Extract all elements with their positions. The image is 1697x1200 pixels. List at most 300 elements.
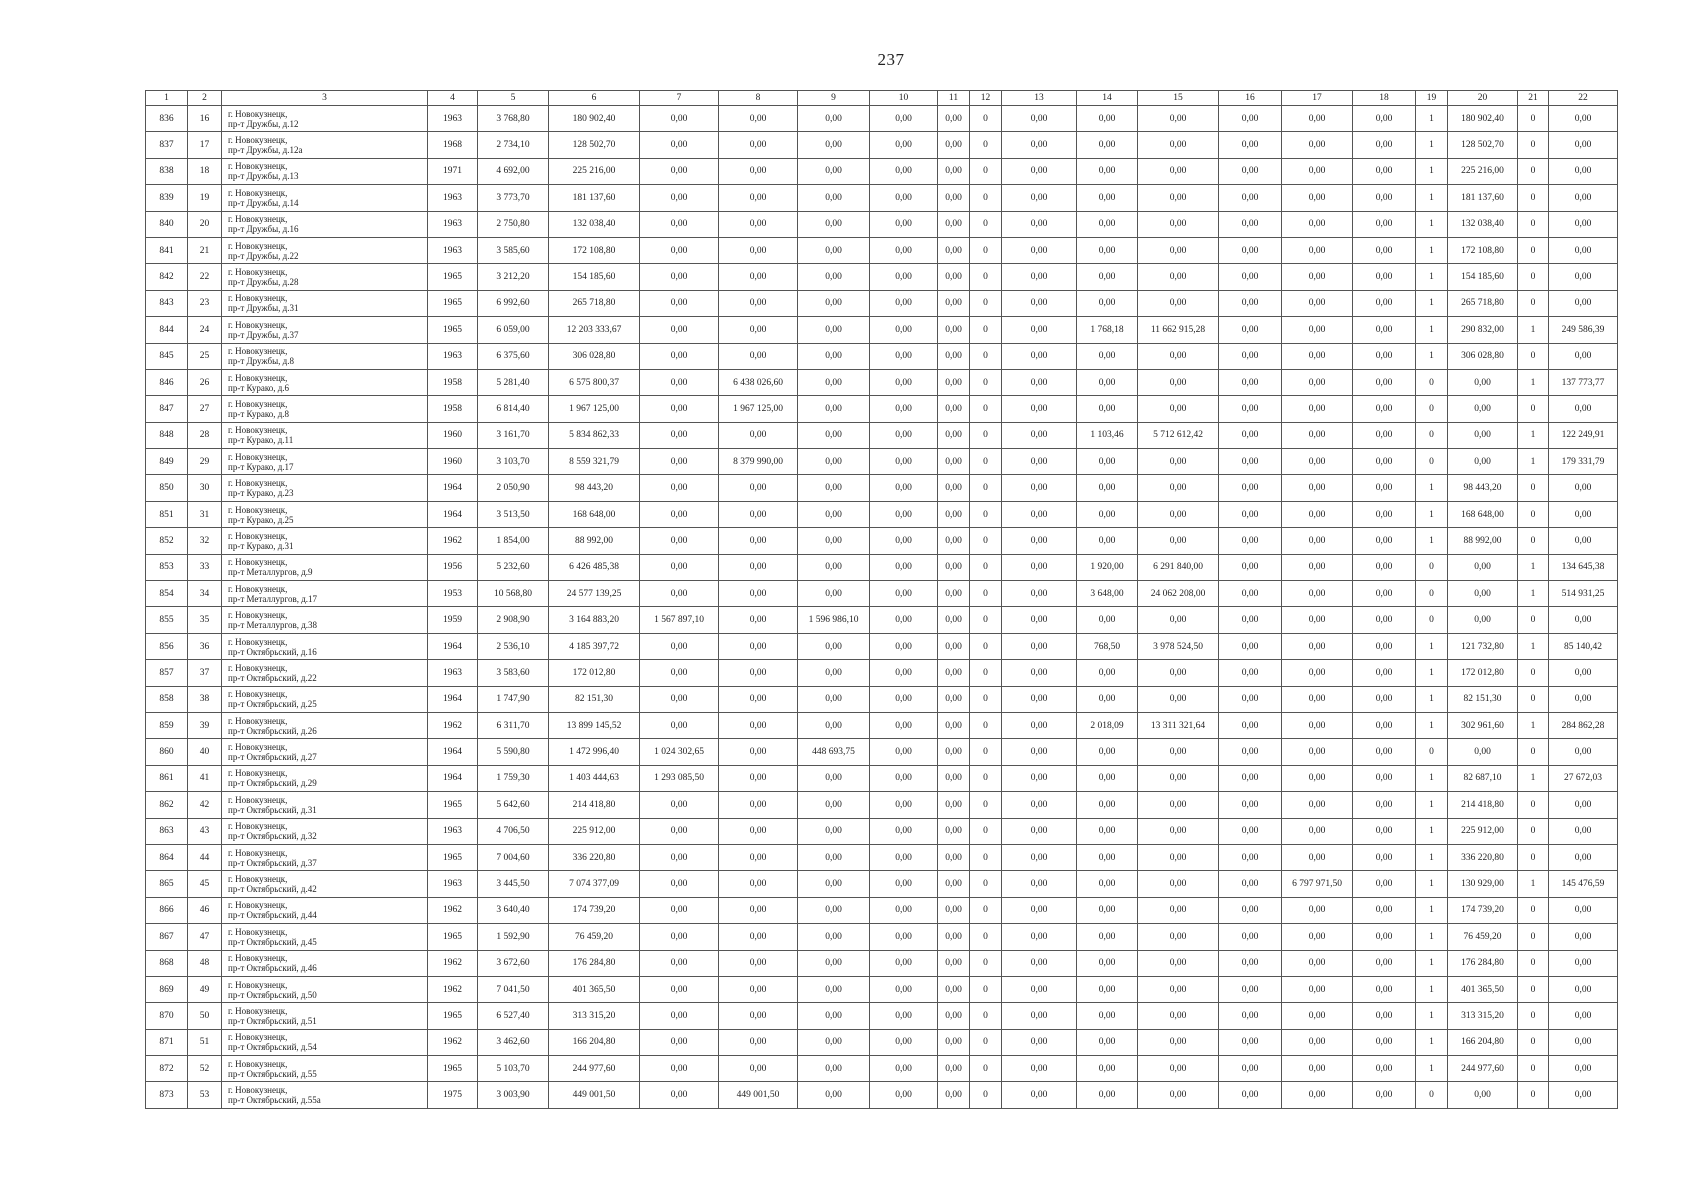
address-line: г. Новокузнецк, <box>228 953 288 964</box>
table-cell: 244 977,60 <box>1448 1056 1518 1082</box>
table-cell: 1 <box>1416 633 1448 659</box>
table-cell: 0,00 <box>719 712 798 738</box>
table-cell: 0,00 <box>870 185 938 211</box>
table-cell: 836 <box>146 106 188 132</box>
table-cell: 0,00 <box>1002 185 1077 211</box>
table-cell: 0,00 <box>870 237 938 263</box>
table-cell: 0,00 <box>1002 475 1077 501</box>
table-cell: 1 <box>1416 185 1448 211</box>
table-cell: 0,00 <box>1138 844 1219 870</box>
table-cell: 0,00 <box>1353 924 1416 950</box>
address-cell <box>222 449 428 475</box>
address-cell <box>222 739 428 765</box>
column-header: 10 <box>870 91 938 106</box>
address-cell <box>222 1003 428 1029</box>
table-cell: 0,00 <box>798 1003 870 1029</box>
table-cell: 0,00 <box>640 528 719 554</box>
table-cell: 0,00 <box>1282 765 1353 791</box>
table-cell: 132 038,40 <box>1448 211 1518 237</box>
table-cell: 0,00 <box>1077 185 1138 211</box>
table-cell: 1963 <box>428 106 478 132</box>
table-cell: 0,00 <box>798 211 870 237</box>
table-cell: 30 <box>188 475 222 501</box>
table-cell: 0,00 <box>870 158 938 184</box>
table-cell: 5 281,40 <box>478 369 549 395</box>
table-cell: 0,00 <box>1282 581 1353 607</box>
table-cell: 0,00 <box>719 132 798 158</box>
table-row <box>146 607 1618 633</box>
table-cell: 37 <box>188 660 222 686</box>
table-cell: 0,00 <box>1002 871 1077 897</box>
address-line: пр-т Металлургов, д.17 <box>228 593 318 604</box>
address-line: пр-т Октябрьский, д.55а <box>228 1095 321 1106</box>
table-cell: 0,00 <box>1077 1082 1138 1108</box>
address-line: г. Новокузнецк, <box>228 847 288 858</box>
table-cell: 0,00 <box>1219 897 1282 923</box>
table-cell: 0,00 <box>1282 1082 1353 1108</box>
table-cell: 0,00 <box>1448 739 1518 765</box>
table-cell: 0,00 <box>1353 422 1416 448</box>
table-cell: 0,00 <box>1219 844 1282 870</box>
table-cell: 5 103,70 <box>478 1056 549 1082</box>
table-cell: 0,00 <box>1138 106 1219 132</box>
table-cell: 0,00 <box>1549 106 1618 132</box>
address-line: г. Новокузнецк, <box>228 240 288 251</box>
table-cell: 0,00 <box>870 211 938 237</box>
table-row <box>146 211 1618 237</box>
table-cell: 0 <box>1518 264 1549 290</box>
table-cell: 0,00 <box>938 818 970 844</box>
table-cell: 0,00 <box>870 660 938 686</box>
table-cell: 166 204,80 <box>549 1029 640 1055</box>
table-cell: 172 108,80 <box>1448 237 1518 263</box>
table-cell: 0,00 <box>1219 396 1282 422</box>
address-line: г. Новокузнецк, <box>228 346 288 357</box>
table-cell: 0,00 <box>938 554 970 580</box>
table-cell: 0,00 <box>719 660 798 686</box>
table-cell: 22 <box>188 264 222 290</box>
table-cell: 0,00 <box>1138 1029 1219 1055</box>
table-cell: 0,00 <box>640 422 719 448</box>
address-line: пр-т Курако, д.11 <box>228 435 294 446</box>
table-cell: 1962 <box>428 950 478 976</box>
table-cell: 0,00 <box>1353 528 1416 554</box>
address-line: г. Новокузнецк, <box>228 689 288 700</box>
table-cell: 853 <box>146 554 188 580</box>
table-cell: 0,00 <box>1282 897 1353 923</box>
table-cell: 0,00 <box>870 607 938 633</box>
address-line: г. Новокузнецк, <box>228 451 288 462</box>
table-cell: 0 <box>970 712 1002 738</box>
table-cell: 1971 <box>428 158 478 184</box>
table-cell: 0,00 <box>1353 211 1416 237</box>
table-cell: 0,00 <box>1138 528 1219 554</box>
table-row <box>146 554 1618 580</box>
table-cell: 0,00 <box>938 528 970 554</box>
table-cell: 0,00 <box>1219 475 1282 501</box>
table-cell: 98 443,20 <box>1448 475 1518 501</box>
table-cell: 0,00 <box>798 528 870 554</box>
table-cell: 0 <box>1416 369 1448 395</box>
table-cell: 1 403 444,63 <box>549 765 640 791</box>
table-cell: 0,00 <box>798 132 870 158</box>
address-line: г. Новокузнецк, <box>228 214 288 225</box>
table-cell: 0 <box>970 976 1002 1002</box>
table-cell: 0,00 <box>938 792 970 818</box>
table-cell: 0,00 <box>870 686 938 712</box>
address-line: г. Новокузнецк, <box>228 610 288 621</box>
table-cell: 1 <box>1416 924 1448 950</box>
table-cell: 0 <box>1518 976 1549 1002</box>
table-cell: 0,00 <box>1549 343 1618 369</box>
table-cell: 0,00 <box>1549 660 1618 686</box>
table-cell: 3 212,20 <box>478 264 549 290</box>
table-cell: 851 <box>146 501 188 527</box>
table-cell: 0,00 <box>798 396 870 422</box>
table-cell: 0,00 <box>1353 897 1416 923</box>
table-cell: 1975 <box>428 1082 478 1108</box>
table-cell: 0,00 <box>719 581 798 607</box>
address-line: г. Новокузнецк, <box>228 979 288 990</box>
table-cell: 868 <box>146 950 188 976</box>
table-cell: 166 204,80 <box>1448 1029 1518 1055</box>
table-body <box>146 106 1618 1109</box>
table-cell: 0,00 <box>938 343 970 369</box>
table-cell: 1 759,30 <box>478 765 549 791</box>
table-cell: 0 <box>1518 924 1549 950</box>
table-cell: 0,00 <box>1138 501 1219 527</box>
address-cell <box>222 422 428 448</box>
table-cell: 854 <box>146 581 188 607</box>
table-cell: 0,00 <box>640 237 719 263</box>
table-cell: 0,00 <box>1077 897 1138 923</box>
table-cell: 168 648,00 <box>1448 501 1518 527</box>
table-cell: 0,00 <box>719 264 798 290</box>
column-header: 16 <box>1219 91 1282 106</box>
table-cell: 0 <box>1518 686 1549 712</box>
table-row <box>146 528 1618 554</box>
table-cell: 1 <box>1518 633 1549 659</box>
table-cell: 45 <box>188 871 222 897</box>
table-cell: 2 750,80 <box>478 211 549 237</box>
table-cell: 0,00 <box>1282 1029 1353 1055</box>
column-header: 5 <box>478 91 549 106</box>
table-cell: 306 028,80 <box>1448 343 1518 369</box>
table-cell: 839 <box>146 185 188 211</box>
address-line: пр-т Дружбы, д.12а <box>228 145 303 156</box>
address-line: пр-т Металлургов, д.9 <box>228 567 313 578</box>
table-cell: 0,00 <box>798 686 870 712</box>
table-cell: 0,00 <box>1077 449 1138 475</box>
address-cell <box>222 792 428 818</box>
table-cell: 0,00 <box>1448 1082 1518 1108</box>
address-line: г. Новокузнецк, <box>228 187 288 198</box>
table-cell: 0,00 <box>1219 871 1282 897</box>
table-cell: 0,00 <box>1282 158 1353 184</box>
table-cell: 0,00 <box>870 369 938 395</box>
table-cell: 7 041,50 <box>478 976 549 1002</box>
table-cell: 0,00 <box>798 1082 870 1108</box>
table-cell: 1963 <box>428 818 478 844</box>
table-cell: 0,00 <box>870 712 938 738</box>
table-cell: 840 <box>146 211 188 237</box>
table-cell: 1964 <box>428 633 478 659</box>
table-row <box>146 290 1618 316</box>
table-cell: 0,00 <box>1448 449 1518 475</box>
table-cell: 871 <box>146 1029 188 1055</box>
table-cell: 0,00 <box>1353 185 1416 211</box>
table-cell: 0 <box>970 1003 1002 1029</box>
table-cell: 0,00 <box>870 581 938 607</box>
table-cell: 6 375,60 <box>478 343 549 369</box>
table-cell: 0,00 <box>1219 660 1282 686</box>
table-cell: 0,00 <box>1002 290 1077 316</box>
table-cell: 857 <box>146 660 188 686</box>
table-cell: 869 <box>146 976 188 1002</box>
table-cell: 0,00 <box>1549 818 1618 844</box>
table-cell: 0 <box>970 422 1002 448</box>
table-cell: 0,00 <box>938 581 970 607</box>
table-cell: 32 <box>188 528 222 554</box>
table-cell: 0,00 <box>1353 633 1416 659</box>
table-cell: 0,00 <box>1549 158 1618 184</box>
table-cell: 1 768,18 <box>1077 317 1138 343</box>
table-cell: 0,00 <box>1353 449 1416 475</box>
table-cell: 172 012,80 <box>1448 660 1518 686</box>
table-cell: 0,00 <box>640 712 719 738</box>
table-cell: 1 854,00 <box>478 528 549 554</box>
table-cell: 1960 <box>428 449 478 475</box>
table-cell: 0,00 <box>1138 158 1219 184</box>
table-cell: 145 476,59 <box>1549 871 1618 897</box>
table-cell: 0,00 <box>870 501 938 527</box>
table-cell: 0,00 <box>1282 818 1353 844</box>
table-cell: 2 536,10 <box>478 633 549 659</box>
table-cell: 20 <box>188 211 222 237</box>
table-cell: 16 <box>188 106 222 132</box>
table-cell: 847 <box>146 396 188 422</box>
table-cell: 0,00 <box>938 106 970 132</box>
table-cell: 0,00 <box>798 792 870 818</box>
table-cell: 859 <box>146 712 188 738</box>
address-line: г. Новокузнецк, <box>228 1032 288 1043</box>
table-cell: 214 418,80 <box>549 792 640 818</box>
table-cell: 3 978 524,50 <box>1138 633 1219 659</box>
table-cell: 3 513,50 <box>478 501 549 527</box>
table-cell: 0,00 <box>640 633 719 659</box>
column-header: 9 <box>798 91 870 106</box>
table-cell: 1 <box>1416 1056 1448 1082</box>
table-cell: 0,00 <box>1002 132 1077 158</box>
table-cell: 0,00 <box>870 950 938 976</box>
table-cell: 0,00 <box>1282 185 1353 211</box>
table-row <box>146 185 1618 211</box>
table-cell: 0,00 <box>938 132 970 158</box>
table-cell: 842 <box>146 264 188 290</box>
table-cell: 128 502,70 <box>549 132 640 158</box>
table-cell: 0,00 <box>1002 818 1077 844</box>
table-cell: 3 462,60 <box>478 1029 549 1055</box>
table-cell: 0,00 <box>1077 765 1138 791</box>
table-cell: 0,00 <box>870 449 938 475</box>
table-cell: 0 <box>970 554 1002 580</box>
table-cell: 2 050,90 <box>478 475 549 501</box>
table-cell: 1 967 125,00 <box>719 396 798 422</box>
table-cell: 1 <box>1518 422 1549 448</box>
table-cell: 1965 <box>428 1003 478 1029</box>
table-cell: 0,00 <box>1353 950 1416 976</box>
table-cell: 0,00 <box>1549 185 1618 211</box>
table-cell: 1963 <box>428 237 478 263</box>
table-row <box>146 475 1618 501</box>
table-cell: 1 293 085,50 <box>640 765 719 791</box>
table-cell: 284 862,28 <box>1549 712 1618 738</box>
table-row <box>146 501 1618 527</box>
address-cell <box>222 554 428 580</box>
table-cell: 225 216,00 <box>549 158 640 184</box>
address-line: пр-т Дружбы, д.13 <box>228 171 299 182</box>
table-cell: 1 <box>1416 844 1448 870</box>
address-cell <box>222 132 428 158</box>
table-cell: 0 <box>1518 950 1549 976</box>
table-row <box>146 369 1618 395</box>
table-cell: 1958 <box>428 369 478 395</box>
table-cell: 1962 <box>428 1029 478 1055</box>
table-cell: 0,00 <box>798 317 870 343</box>
table-cell: 0,00 <box>640 264 719 290</box>
table-cell: 0,00 <box>1448 581 1518 607</box>
table-cell: 1 <box>1518 765 1549 791</box>
table-cell: 0,00 <box>719 950 798 976</box>
table-cell: 0,00 <box>798 871 870 897</box>
table-cell: 1953 <box>428 581 478 607</box>
address-cell <box>222 1029 428 1055</box>
table-cell: 0,00 <box>1138 343 1219 369</box>
table-cell: 0,00 <box>1549 792 1618 818</box>
table-cell: 0,00 <box>1282 686 1353 712</box>
address-line: г. Новокузнецк, <box>228 372 288 383</box>
table-cell: 0,00 <box>1353 1056 1416 1082</box>
table-cell: 0,00 <box>1138 792 1219 818</box>
table-cell: 0,00 <box>1353 739 1416 765</box>
table-cell: 0,00 <box>1002 950 1077 976</box>
table-row <box>146 158 1618 184</box>
table-cell: 514 931,25 <box>1549 581 1618 607</box>
table-cell: 870 <box>146 1003 188 1029</box>
table-cell: 11 662 915,28 <box>1138 317 1219 343</box>
table-cell: 0,00 <box>1282 607 1353 633</box>
table-cell: 176 284,80 <box>549 950 640 976</box>
table-cell: 0,00 <box>798 818 870 844</box>
table-cell: 2 908,90 <box>478 607 549 633</box>
table-cell: 0,00 <box>1219 607 1282 633</box>
table-cell: 0,00 <box>719 528 798 554</box>
table-cell: 1964 <box>428 501 478 527</box>
table-cell: 0 <box>1518 1003 1549 1029</box>
table-cell: 0,00 <box>798 449 870 475</box>
table-cell: 0,00 <box>870 792 938 818</box>
table-cell: 0 <box>970 1029 1002 1055</box>
table-cell: 0,00 <box>1138 290 1219 316</box>
table-cell: 0 <box>970 343 1002 369</box>
table-cell: 863 <box>146 818 188 844</box>
table-cell: 0,00 <box>1549 950 1618 976</box>
table-cell: 0,00 <box>1282 660 1353 686</box>
table-cell: 0,00 <box>798 343 870 369</box>
table-cell: 0,00 <box>938 422 970 448</box>
table-cell: 0,00 <box>719 501 798 527</box>
table-cell: 0,00 <box>1077 369 1138 395</box>
table-cell: 130 929,00 <box>1448 871 1518 897</box>
table-cell: 5 712 612,42 <box>1138 422 1219 448</box>
table-cell: 0,00 <box>870 343 938 369</box>
table-cell: 0,00 <box>1077 237 1138 263</box>
table-cell: 0,00 <box>798 237 870 263</box>
table-cell: 172 012,80 <box>549 660 640 686</box>
table-cell: 1 747,90 <box>478 686 549 712</box>
address-line: г. Новокузнецк, <box>228 267 288 278</box>
table-cell: 0,00 <box>798 1056 870 1082</box>
table-cell: 5 642,60 <box>478 792 549 818</box>
table-cell: 0 <box>1518 844 1549 870</box>
table-cell: 0,00 <box>870 976 938 1002</box>
table-cell: 0,00 <box>1219 739 1282 765</box>
table-cell: 46 <box>188 897 222 923</box>
table-cell: 17 <box>188 132 222 158</box>
table-cell: 0,00 <box>938 686 970 712</box>
table-cell: 0,00 <box>640 290 719 316</box>
table-cell: 0,00 <box>798 765 870 791</box>
table-cell: 24 <box>188 317 222 343</box>
table-cell: 0,00 <box>798 422 870 448</box>
table-cell: 0,00 <box>1002 343 1077 369</box>
address-line: г. Новокузнецк, <box>228 794 288 805</box>
table-cell: 864 <box>146 844 188 870</box>
address-line: пр-т Октябрьский, д.26 <box>228 725 317 736</box>
table-cell: 0 <box>970 132 1002 158</box>
address-line: г. Новокузнецк, <box>228 715 288 726</box>
table-cell: 0,00 <box>1549 264 1618 290</box>
address-line: пр-т Курако, д.17 <box>228 461 294 472</box>
table-cell: 3 161,70 <box>478 422 549 448</box>
table-cell: 0,00 <box>1077 660 1138 686</box>
table-cell: 13 311 321,64 <box>1138 712 1219 738</box>
table-cell: 0,00 <box>1353 501 1416 527</box>
table-cell: 1958 <box>428 396 478 422</box>
table-cell: 0,00 <box>1353 1003 1416 1029</box>
table-cell: 0 <box>1518 396 1549 422</box>
table-cell: 0,00 <box>640 317 719 343</box>
table-cell: 0 <box>970 897 1002 923</box>
table-cell: 0 <box>970 475 1002 501</box>
table-cell: 0,00 <box>1549 686 1618 712</box>
table-cell: 0,00 <box>938 264 970 290</box>
table-cell: 846 <box>146 369 188 395</box>
table-cell: 0,00 <box>1077 106 1138 132</box>
table-cell: 0,00 <box>719 475 798 501</box>
table-cell: 0 <box>1518 792 1549 818</box>
address-line: г. Новокузнецк, <box>228 662 288 673</box>
table-cell: 841 <box>146 237 188 263</box>
table-cell: 0,00 <box>1219 1029 1282 1055</box>
table-cell: 1956 <box>428 554 478 580</box>
table-cell: 3 003,90 <box>478 1082 549 1108</box>
table-cell: 43 <box>188 818 222 844</box>
table-cell: 0 <box>1518 528 1549 554</box>
table-cell: 0,00 <box>1002 897 1077 923</box>
table-cell: 1 <box>1416 871 1448 897</box>
table-cell: 0 <box>970 950 1002 976</box>
